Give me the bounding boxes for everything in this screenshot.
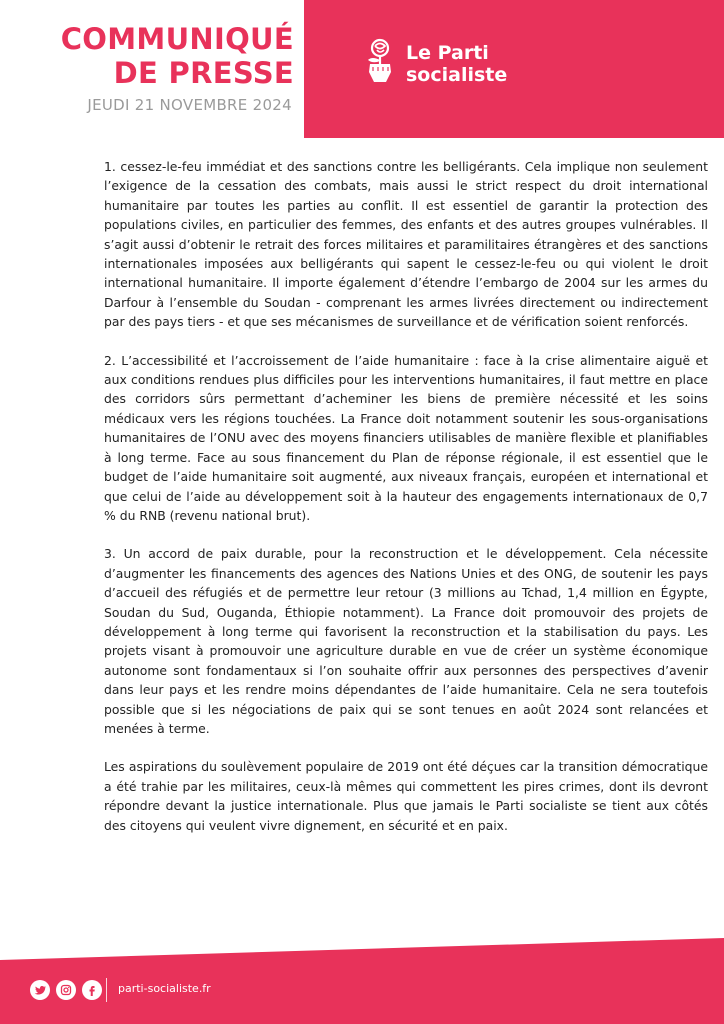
paragraph-4: Les aspirations du soulèvement populaire de 2019 ont été déçues car la transition démocratique a été trahie par les militaires, ceux-là mêmes qui commettent les pires crimes, dont ils devront répondre devant la justice internationale. Plus que jamais le Parti socialiste se tient aux côtés des citoyens qui veulent vivre dignement, en sécurité et en paix. [104,759,708,833]
facebook-icon[interactable] [82,980,102,1000]
website-link[interactable]: parti-socialiste.fr [118,982,211,995]
page-title [61,22,294,90]
twitter-icon[interactable] [30,980,50,1000]
footer-banner [0,938,724,1024]
title-line-2: DE PRESSE [113,56,294,90]
paragraph-1: 1. cessez-le-feu immédiat et des sanctions contre les belligérants. Cela implique non seulement l’exigence de la cessation des combats, mais aussi le strict respect du droit international humanitaire par toutes les parties au conflit. Il est essentiel de garantir la protection des populations civiles, en particulier des femmes, des enfants et des autres groupes vulnérables. Il s’agit aussi d’obtenir le retrait des forces militaires et paramilitaires étrangères et des sanctions internationales imposées aux belligérants qui sapent le cessez-le-feu ou qui violent le droit international humanitaire. Il importe également d’étendre l’embargo de 2004 sur les armes du Darfour à l’ensemble du Soudan - comprenant les armes livrées directement ou indirectement par des pays tiers - et que ses mécanismes de surveillance et de vérification soient renforcés. [104,159,708,330]
press-release-body [104,157,708,854]
footer-divider [106,978,107,1002]
paragraph-3: 3. Un accord de paix durable, pour la reconstruction et le développement. Cela nécessite d’augmenter les financements des agences des Nations Unies et des ONG, de soutenir les pays d’accueil des réfugiés et de permettre leur retour (3 millions au Tchad, 1,4 million en Égypte, Soudan du Sud, Ouganda, Éthiopie notamment). La France doit promouvoir des projets de développement à long terme qui favorisent la reconstruction et la stabilisation du pays. Les projets visant à promouvoir une agriculture durable en vue de créer un système économique autonome sont fondamentaux si l’on souhaite offrir aux personnes des perspectives d’avenir dans leur pays et les rendre moins dépendantes de l’aide humanitaire. Cela ne sera toutefois possible que si les négociations de paix qui se sont tenues en août 2024 sont relancées et menées à terme. [104,546,708,736]
instagram-icon[interactable] [56,980,76,1000]
title-line-1: COMMUNIQUÉ [60,22,294,56]
logo-line-2: socialiste [406,64,508,86]
social-links [30,980,102,1000]
logo-text [406,42,507,86]
rose-fist-icon [360,38,402,88]
party-logo[interactable] [360,38,560,88]
paragraph-2: 2. L’accessibilité et l’accroissement de l’aide humanitaire : face à la crise alimentaire aiguë et aux conditions rendues plus difficiles pour les interventions humanitaires, il faut mettre en place des corridors sûrs permettant d’acheminer les biens de première nécessité et les soins médicaux vers les régions touchées. La France doit notamment soutenir les sous-organisations humanitaires de l’ONU avec des moyens financiers utilisables de manière flexible et planifiables à long terme. Face au sous financement du Plan de réponse régionale, il est essentiel que le budget de l’aide humanitaire soit augmenté, aux niveaux français, européen et international et que celui de l’aide au développement soit à la hauteur des engagements internationaux de 0,7 % du RNB (revenu national brut). [104,352,708,523]
logo-line-1: Le Parti [406,42,489,64]
publication-date: JEUDI 21 NOVEMBRE 2024 [87,96,292,114]
